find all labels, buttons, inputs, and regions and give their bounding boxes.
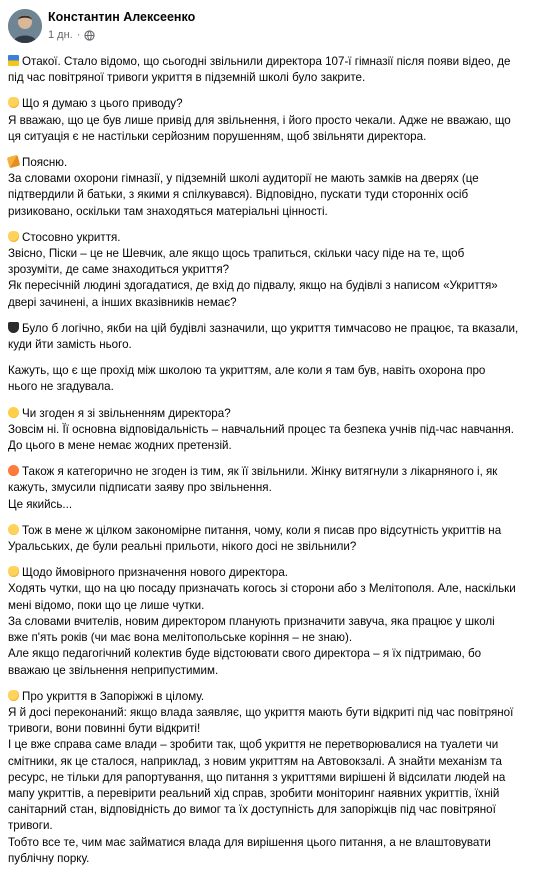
meta-separator: · [76, 29, 81, 41]
post-text: двері зачинені, а інших вказівників немає? [8, 295, 237, 309]
post-body [8, 54, 534, 877]
post-paragraph [8, 96, 534, 145]
post-paragraph [8, 464, 534, 513]
author-avatar[interactable] [8, 9, 42, 43]
post-text: підтвердили й батьки, з якими я спілкувався). Відповідно, пускати туди сторонніх осіб [8, 188, 469, 202]
post-text: Зовсім ні. Її основна відповідальність – навчальний процес та безпека учнів під-час навчання. [8, 422, 515, 436]
post-text-line [8, 565, 534, 581]
post-text-line [8, 363, 534, 379]
graduation-cap-icon [8, 322, 19, 333]
post-text: Я й досі переконаний: якщо влада заявляє, що укриття мають бути відкриті під час повітряної [8, 705, 514, 719]
post-text-line [8, 129, 534, 145]
post-text-line [8, 770, 534, 786]
post-text-line [8, 278, 534, 294]
post-text: Як пересічній людині здогадатися, де вхід до підвалу, якщо на будівлі з написом «Укриття» [8, 279, 498, 293]
post-text-line [8, 802, 534, 818]
post-text-line [8, 262, 534, 278]
post-text-line [8, 204, 534, 220]
flag-icon [8, 55, 19, 66]
post-paragraph [8, 565, 534, 678]
post-text-line [8, 598, 534, 614]
post-text: мапу укриттів, а перевірити реальний хід справ, зробити моніторинг наявних укриттів, їхній [8, 786, 500, 800]
post-text: Я вважаю, що це був лише привід для звільнення, і його просто чекали. Адже не вважаю, що [8, 113, 511, 127]
post-text-line [8, 70, 534, 86]
post-text: Ходять чутки, що на цю посаду призначать когось зі сторони або з Мелітополя. Але, наскільки [8, 582, 516, 596]
post-text: До цього в мене немає жодних претензій. [8, 439, 232, 453]
post-header [0, 0, 540, 52]
post-text: Кажуть, що є ще прохід між школою та укриттям, але коли я там був, навіть охорона про [8, 364, 486, 378]
post-text: За словами охорони гімназії, у підземній школі аудиторії не мають замків на дверях (це [8, 172, 479, 186]
post-text: Чи згоден я зі звільненням директора? [22, 406, 231, 420]
post-text: мені відомо, поки що це лише чутки. [8, 598, 205, 612]
post-text-line [8, 614, 534, 630]
angry-face-icon [8, 465, 19, 476]
post-time[interactable]: 1 дн. [48, 29, 73, 41]
post-text: ризиковано, оскільки там знаходяться матеріальні цінності. [8, 204, 328, 218]
post-text: тривоги, вони повинні бути відкриті! [8, 722, 201, 736]
post-text-line [8, 754, 534, 770]
pointing-hand-icon [8, 690, 19, 701]
post-text-line [8, 438, 534, 454]
frowning-face-icon [8, 407, 19, 418]
post-text-line [8, 523, 534, 539]
post-text: тривоги. [8, 819, 53, 833]
thinking-face-icon [8, 524, 19, 535]
post-text-line [8, 705, 534, 721]
post-text: Що я думаю з цього приводу? [22, 97, 183, 111]
post-text: нього не згадувала. [8, 380, 114, 394]
post-text-line [8, 379, 534, 395]
avatar-image [8, 9, 42, 43]
pointing-hand-icon [8, 566, 19, 577]
post-text: вважаю це звільнення неприпустимим. [8, 663, 219, 677]
post-text-line [8, 786, 534, 802]
post-text-line [8, 630, 534, 646]
post-text-line [8, 113, 534, 129]
post-text: Щодо ймовірного призначення нового директора. [22, 566, 289, 580]
post-paragraph [8, 523, 534, 555]
post-text-line [8, 737, 534, 753]
post-text-line [8, 230, 534, 246]
post-text-line [8, 337, 534, 353]
post-text-line [8, 321, 534, 337]
post-text-line [8, 497, 534, 513]
post-text: ця ситуація є не настільки серйозним порушенням, щоб звільняти директора. [8, 129, 427, 143]
post-paragraph [8, 321, 534, 353]
post-text: Отакої. Стало відомо, що сьогодні звільнили директора 107-ї гімназії після появи відео, де [22, 55, 511, 68]
author-name[interactable]: Константин Алексеенко [48, 10, 196, 24]
post-text: Тож в мене ж цілком закономірне питання, чому, коли я писав про відсутність укриттів на [22, 523, 502, 537]
post-text: під час повітряної тривоги укриття в підземній школі було закрите. [8, 71, 366, 85]
post-text: Було б логічно, якби на цій будівлі зазначили, що укриття тимчасово не працює, та вказали, [22, 321, 519, 335]
post-text-line [8, 646, 534, 662]
post-text-line [8, 187, 534, 203]
post-text-line [8, 835, 534, 851]
post-text-line [8, 422, 534, 438]
post-text-line [8, 689, 534, 705]
writing-hand-icon [7, 155, 20, 168]
post-text: вже п'ять років (чи має вона мелітопольське коріння – не знаю). [8, 631, 353, 645]
post-text-line [8, 171, 534, 187]
post-text: Але якщо педагогічний колектив буде відстоювати свого директора – я їх підтримаю, бо [8, 647, 482, 661]
post-text: Про укриття в Запоріжжі в цілому. [22, 689, 205, 703]
post-text: І це вже справа саме влади – зробити так, щоб укриття не перетворювалися на туалети чи [8, 738, 499, 752]
pointing-hand-icon [8, 231, 19, 242]
post-paragraph [8, 689, 534, 867]
post-text-line [8, 54, 534, 70]
post-text: публічну порку. [8, 851, 90, 865]
post-text-line [8, 155, 534, 171]
post-text-line [8, 539, 534, 555]
post-text: Уральських, де були реальні прильоти, нікого досі не звільнили? [8, 540, 357, 554]
post-text-line [8, 581, 534, 597]
post-text: Також я категорично не згоден із тим, як її звільнили. Жінку витягнули з лікарняного і, як [22, 465, 498, 479]
post-text-line [8, 818, 534, 834]
post-text: Звісно, Піски – це не Шевчик, але якщо щось трапиться, скільки часу піде на те, щоб [8, 247, 465, 261]
post-text-line [8, 246, 534, 262]
post-text: Стосовно укриття. [22, 230, 121, 244]
post-text-line [8, 96, 534, 112]
post-paragraph [8, 155, 534, 220]
post-paragraph [8, 406, 534, 455]
post-paragraph [8, 230, 534, 311]
post-text: Це якийсь... [8, 497, 73, 511]
post-text-line [8, 295, 534, 311]
post-text: ресурс, не тільки для рапортування, що питання з укриттями вирішені й відсилати людей на [8, 770, 506, 784]
post-paragraph [8, 54, 534, 86]
post-text: Поясню. [22, 156, 68, 170]
post-text-line [8, 663, 534, 679]
post-text: смітники, як це сталося, наприклад, з новим укриттям на Автовокзалі. А знайти механізм та [8, 754, 502, 768]
post-text-line [8, 480, 534, 496]
post-text-line [8, 721, 534, 737]
globe-icon [84, 30, 95, 41]
post-text: санітарний стан, відповідність до вимог та їх доступність для запоріжців під час повітряної [8, 803, 496, 817]
post-text-line [8, 851, 534, 867]
post-paragraph [8, 363, 534, 395]
pointing-hand-icon [8, 97, 19, 108]
post-text: зрозуміти, де саме знаходиться укриття? [8, 263, 230, 277]
post-text: куди йти замість нього. [8, 338, 132, 352]
post-text: За словами вчителів, новим директором планують призначити завуча, яка працює у школі [8, 614, 495, 628]
post-text: Тобто все те, чим має займатися влада для вирішення цього питання, а не влаштовувати [8, 835, 491, 849]
post-meta [48, 29, 95, 41]
post-text-line [8, 406, 534, 422]
post-text-line [8, 464, 534, 480]
post-text: кажуть, змусили підписати заяву про звільнення. [8, 481, 272, 495]
